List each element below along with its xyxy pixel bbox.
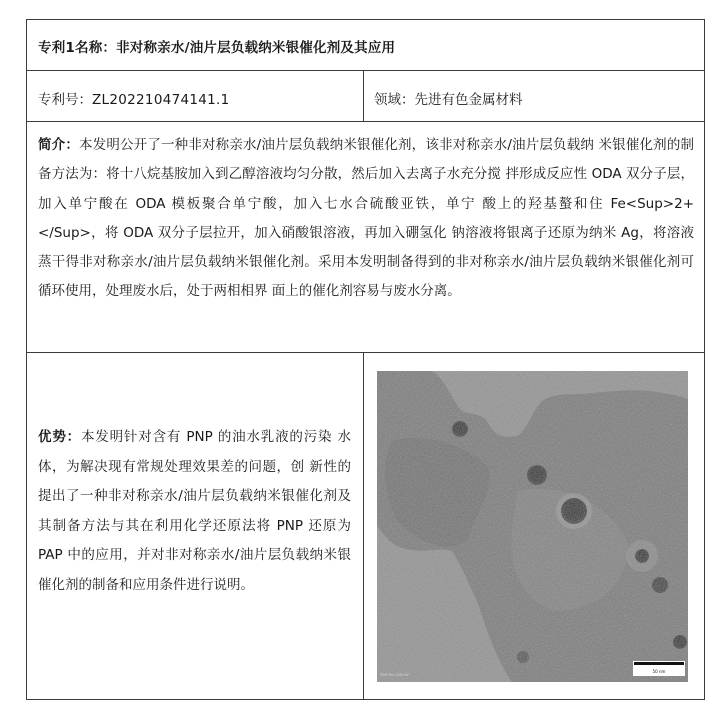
advantage-text: 本发明针对含有 PNP 的油水乳液的污染 水体，为解决现有常规处理效果差的问题，创 新性的提出了一种非对称亲水/油片层负载纳米银催化剂及其制备方法与其在利用化学还原法将 PNP 还原为 PAP 中的应用，并对非对称亲水/油片层负载纳米银催化剂的制备和应用条件进行说明。 <box>38 429 351 593</box>
patent-title-value: 非对称亲水/油片层负载纳米银催化剂及其应用 <box>116 40 396 56</box>
nanoparticle <box>452 421 468 437</box>
patent-number-cell <box>27 71 364 121</box>
tem-micrograph <box>377 371 688 682</box>
advantage-cell <box>27 353 364 699</box>
patent-advantage <box>38 423 351 600</box>
nanoparticle <box>673 635 687 649</box>
nanoparticle <box>652 577 668 593</box>
patent-number-value: ZL202210474141.1 <box>92 92 230 108</box>
summary-text: 本发明公开了一种非对称亲水/油片层负载纳米银催化剂，该非对称亲水/油片层负载纳 米银催化剂的制备方法为：将十八烷基胺加入到乙醇溶液均匀分散，然后加入去离子水充分搅 拌形成反应性 ODA 双分子层，加入单宁酸在 ODA 模板聚合单宁酸，加入七水合硫酸亚铁，单宁 酸上的羟基螯和住 Fe<Sup>2+</Sup>，将 ODA 双分子层拉开，加入硝酸银溶液，再加入硼氢化 钠溶液将银离子还原为纳米 Ag，将溶液蒸干得非对称亲水/油片层负载纳米银催化剂。采用本发明制备得到的非对称亲水/油片层负载纳米银催化剂可循环使用，处理废水后，处于两相相界 面上的催化剂容易与废水分离。 <box>38 137 694 300</box>
scale-bar-label: 50 nm <box>652 669 666 674</box>
patent-title-row <box>27 20 704 71</box>
tem-corner-label: TEM HV=200 kV <box>380 673 409 677</box>
image-cell <box>363 353 704 699</box>
patent-field-cell <box>363 71 704 121</box>
nanoparticle <box>517 651 529 663</box>
tem-image-svg <box>377 371 688 682</box>
patent-title-label: 专利1名称： <box>38 40 117 56</box>
nanoparticle <box>635 549 649 563</box>
summary-label: 简介： <box>38 137 79 153</box>
patent-title <box>38 36 395 56</box>
patent-summary <box>38 131 694 307</box>
patent-table <box>26 19 705 700</box>
advantage-label: 优势： <box>38 429 81 445</box>
patent-field-value: 先进有色金属材料 <box>414 92 523 108</box>
nanoparticle <box>561 498 587 524</box>
nanoparticle <box>527 465 547 485</box>
patent-field-label: 领域： <box>374 92 415 108</box>
patent-advantage-row <box>27 353 704 699</box>
patent-number-label: 专利号： <box>38 92 92 108</box>
scale-bar <box>634 662 684 665</box>
patent-summary-row <box>27 122 704 353</box>
patent-meta-row <box>27 71 704 122</box>
